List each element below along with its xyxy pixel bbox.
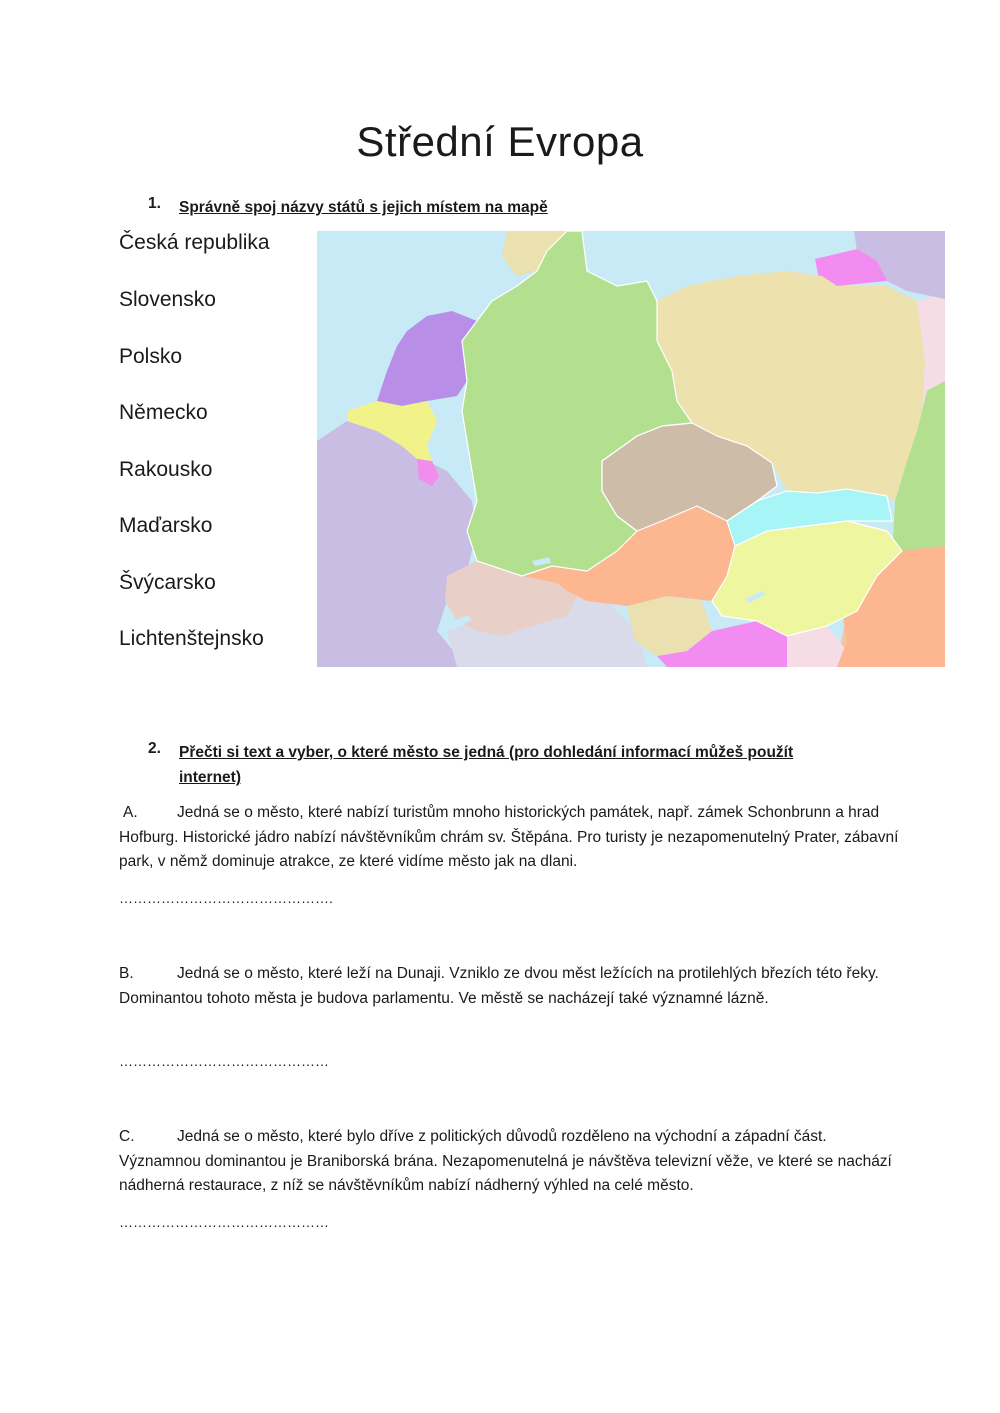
paragraph-c-text: Jedná se o město, které bylo dříve z politických důvodů rozděleno na východní a západní část. Významnou dominantou je Braniborská brána. Nezapomenutelná je návštěva televizní věže, ve které se nachází nádherná restaurace, z níž se návštěvníkům nabízí nádherný výhled na celé město. bbox=[119, 1128, 892, 1194]
paragraph-a bbox=[119, 801, 899, 875]
country-label-poland[interactable]: Polsko bbox=[119, 345, 183, 368]
country-label-hungary[interactable]: Maďarsko bbox=[119, 514, 213, 537]
task-1-number: 1. bbox=[148, 195, 161, 212]
paragraph-b-text: Jedná se o město, které leží na Dunaji. Vzniklo ze dvou měst ležících na protilehlých březích této řeky. Dominantou tohoto města je budova parlamentu. Ve městě se nacházejí také významné lázně. bbox=[119, 965, 879, 1007]
country-label-liechtenstein[interactable]: Lichtenštejnsko bbox=[119, 627, 264, 650]
country-label-austria[interactable]: Rakousko bbox=[119, 458, 213, 481]
answer-blank-c[interactable]: ……………………………………… bbox=[119, 1214, 329, 1230]
answer-blank-a[interactable]: ………………………………………. bbox=[119, 890, 333, 906]
task-1-instruction: Správně spoj názvy států s jejich místem na mapě bbox=[179, 199, 548, 216]
paragraph-a-text: Jedná se o město, které nabízí turistům mnoho historických památek, např. zámek Schonbrunn a hrad Hofburg. Historické jádro nabízí návštěvníkům chrám sv. Štěpána. Pro turisty je nezapomenutelný Prater, zábavní park, v němž dominuje atrakce, ze které vidíme město jak na dlani. bbox=[119, 804, 899, 870]
task-2-number: 2. bbox=[148, 740, 161, 757]
country-label-germany[interactable]: Německo bbox=[119, 401, 208, 424]
paragraph-c bbox=[119, 1125, 899, 1199]
paragraph-b-letter: B. bbox=[119, 965, 134, 982]
country-label-switzerland[interactable]: Švýcarsko bbox=[119, 571, 216, 594]
paragraph-b bbox=[119, 962, 899, 1011]
paragraph-c-letter: C. bbox=[119, 1128, 135, 1145]
central-europe-map bbox=[317, 231, 945, 667]
answer-blank-b[interactable]: ……………………………………… bbox=[119, 1053, 329, 1069]
paragraph-a-letter: A. bbox=[123, 804, 138, 821]
country-label-czech-republic[interactable]: Česká republika bbox=[119, 231, 270, 254]
country-label-slovakia[interactable]: Slovensko bbox=[119, 288, 216, 311]
task-2-instruction: Přečti si text a vyber, o které město se jedná (pro dohledání informací můžeš použít internet) bbox=[179, 744, 794, 786]
page-title: Střední Evropa bbox=[356, 118, 644, 165]
